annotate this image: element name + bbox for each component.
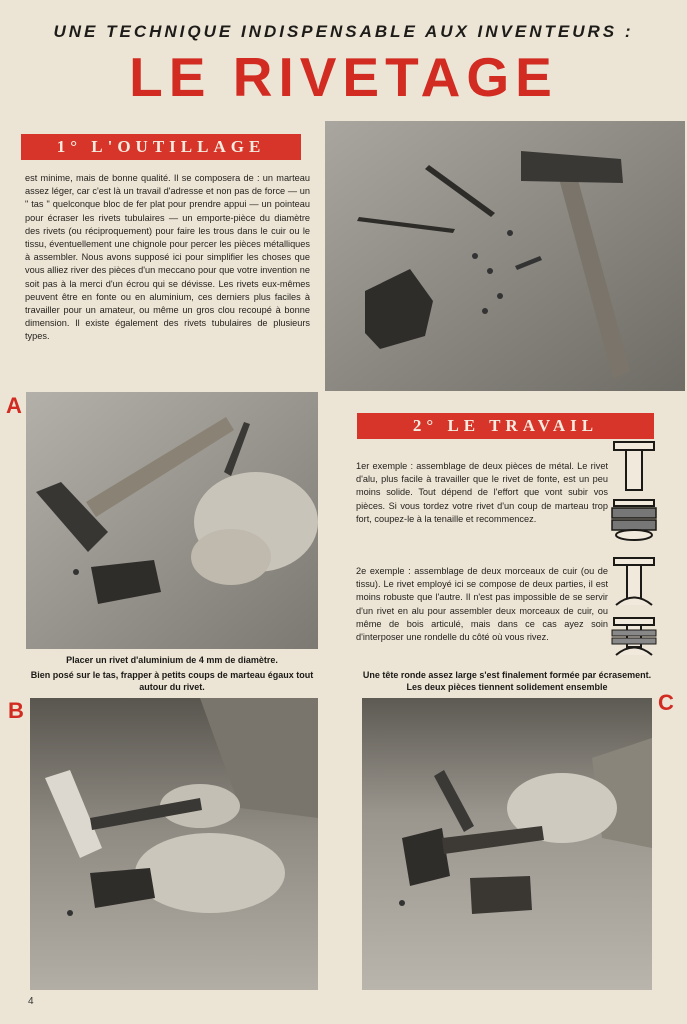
caption-a-2: Bien posé sur le tas, frapper à petits coups de marteau égaux tout autour du rivet.	[30, 670, 314, 692]
rivet-diagrams	[610, 440, 658, 662]
example-1-text: 1er exemple : assemblage de deux pièces de métal. Le rivet d'alu, plus facile à travailler que le rivet de fonte, est un peu moins solide. Tout dépend de l'effort que vont subir vos pièces. Si vous tordez votre rivet d'un coup de marteau trop fort, coupez-le à la tenaille et recommencez.	[356, 461, 608, 524]
caption-a-1: Placer un rivet d'aluminium de 4 mm de diamètre.	[66, 655, 278, 665]
section-heading-tools: 1° L'OUTILLAGE	[21, 134, 301, 160]
tools-paragraph	[25, 172, 310, 344]
caption-c: Une tête ronde assez large s'est finalement formée par écrasement. Les deux pièces tiennent solidement ensemble	[362, 670, 652, 692]
label-c: C	[658, 690, 674, 715]
tools-text: est minime, mais de bonne qualité. Il se composera de : un marteau assez léger, car c'est là un travail d'adresse et non pas de force — un " tas " quelconque bloc de fer plat pour prendre appui — un pointeau pour écraser les rivets tubulaires — un emporte-pièce du diamètre des rivets (ou réciproquement) pour faire les trous dans le cuir ou le tissu, éventuellement une chignole pour percer les pièces métalliques à assembler. Nous avons supposé ici pour simplifier les choses que vous alliez river des pièces d'un meccano pour que votre invention ne soit pas à la merci d'un écrou qui se dévisse. Les rivets eux-mêmes peuvent être en fonte ou en aluminium, ces derniers plus faciles à travailler pour un amateur, ou même un gros clou recoupé à bonne dimension. Il existe également des rivets tubulaires de plusieurs types.	[25, 173, 310, 342]
label-a: A	[6, 393, 22, 418]
page-number: 4	[28, 996, 34, 1007]
section-heading-work: 2° LE TRAVAIL	[357, 413, 654, 439]
example-1-paragraph	[356, 460, 608, 526]
kicker-line: UNE TECHNIQUE INDISPENSABLE AUX INVENTEURS :	[53, 22, 634, 41]
page-title: LE RIVETAGE	[129, 46, 558, 108]
photo-tools	[325, 121, 685, 391]
photo-step-c	[362, 698, 652, 990]
example-2-text: 2e exemple : assemblage de deux morceaux de cuir (ou de tissu). Le rivet employé ici se compose de deux parties, il est moins robuste que l'autre. Il n'est pas impossible de se servir d'un rivet en alu pour assembler deux morceaux de cuir, ou même de bois articulé, mais dans ce cas ayez soin d'interposer une rondelle du côté où vous rivez.	[356, 566, 608, 643]
photo-step-b	[30, 698, 318, 990]
photo-step-a	[26, 392, 318, 649]
label-b: B	[8, 698, 24, 723]
example-2-paragraph	[356, 565, 608, 644]
